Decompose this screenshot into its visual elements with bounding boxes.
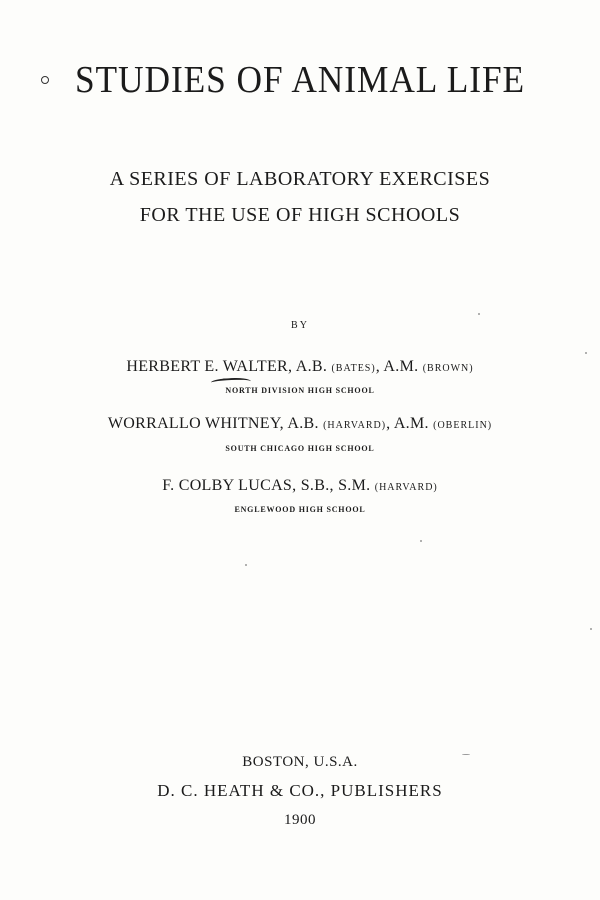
subtitle-line-1: A SERIES OF LABORATORY EXERCISES (109, 168, 491, 190)
author-2-name: WORRALLO WHITNEY, A.B. (107, 415, 319, 432)
author-2 (0, 415, 600, 433)
author-2-school: SOUTH CHICAGO HIGH SCHOOL (225, 444, 375, 453)
author-1-degree2: , A.M. (375, 358, 419, 375)
author-1-name: HERBERT E. WALTER, A.B. (126, 358, 328, 375)
imprint-year: 1900 (284, 812, 316, 828)
subtitle-line-2: FOR THE USE OF HIGH SCHOOLS (139, 204, 461, 226)
paper-speck (590, 628, 592, 630)
by-label: BY (291, 320, 309, 331)
author-1-degree1-school: (BATES) (331, 363, 376, 374)
book-title: STUDIES OF ANIMAL LIFE (74, 59, 526, 101)
paper-speck (420, 540, 422, 542)
author-2-degree1-school: (HARVARD) (323, 420, 387, 431)
author-2-degree2-school: (OBERLIN) (433, 420, 493, 431)
imprint-publisher: D. C. HEATH & CO., PUBLISHERS (157, 781, 443, 800)
paper-speck (245, 564, 247, 566)
author-2-degree2: , A.M. (386, 415, 429, 432)
paper-speck (462, 754, 470, 755)
author-3 (0, 477, 600, 495)
imprint-place: BOSTON, U.S.A. (242, 754, 358, 770)
paper-speck (585, 352, 587, 354)
paper-speck (478, 313, 480, 315)
author-3-name: F. COLBY LUCAS, S.B., S.M. (162, 477, 371, 494)
author-1 (0, 358, 600, 376)
author-3-degree1-school: (HARVARD) (374, 482, 438, 493)
author-1-school: NORTH DIVISION HIGH SCHOOL (225, 386, 375, 395)
author-3-school: ENGLEWOOD HIGH SCHOOL (234, 505, 366, 514)
author-1-degree2-school: (BROWN) (422, 363, 474, 374)
